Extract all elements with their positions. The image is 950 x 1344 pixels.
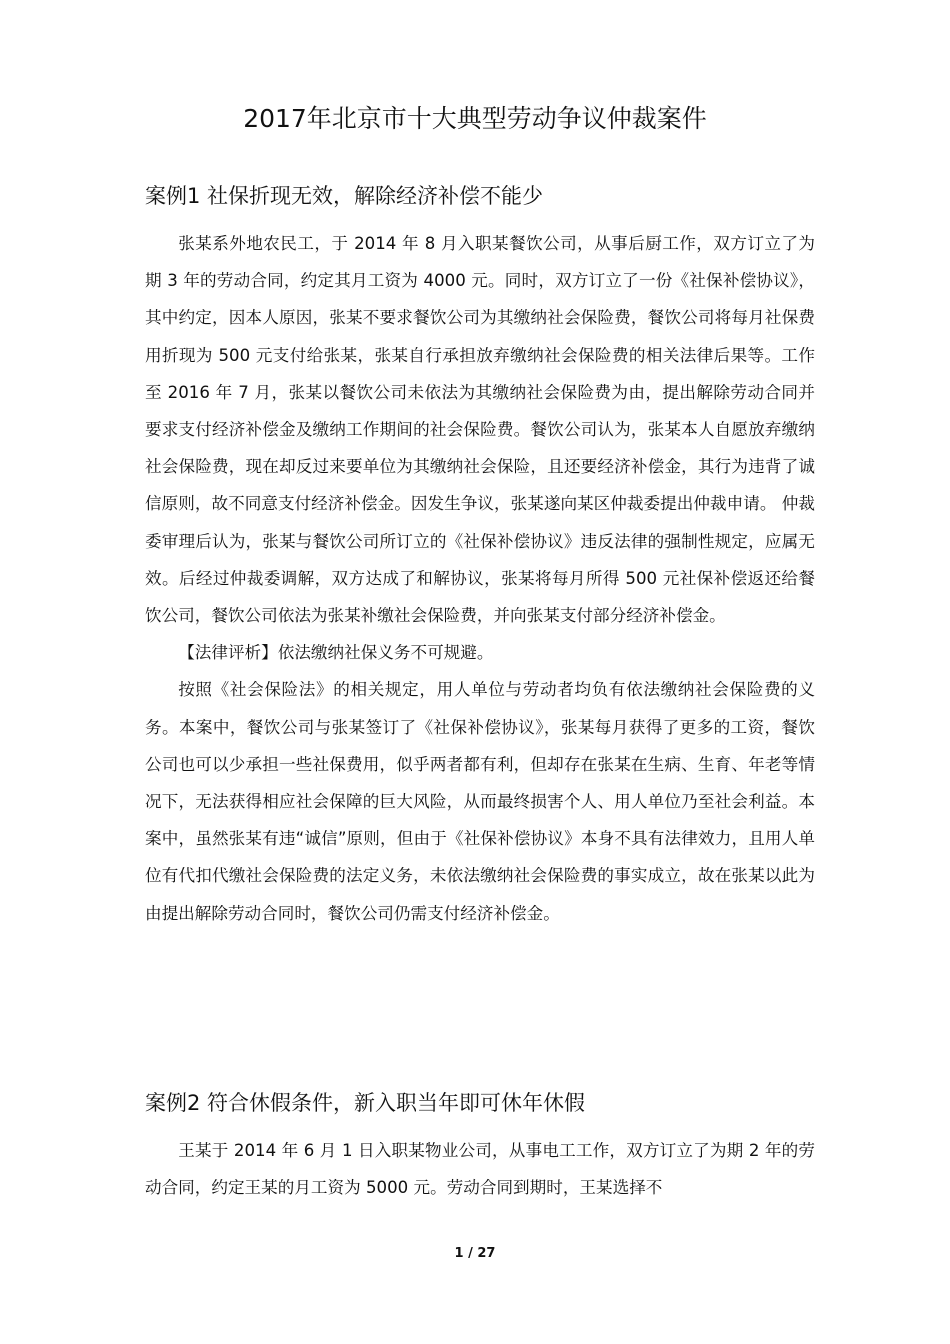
case2-body [145,1132,815,1206]
case1-legal-analysis-label: 【法律评析】依法缴纳社保义务不可规避。 [178,643,494,663]
case1-body [145,225,815,932]
case2-heading: 案例2 符合休假条件，新入职当年即可休年休假 [145,1091,586,1115]
case1-heading: 案例1 社保折现无效，解除经济补偿不能少 [145,184,544,208]
case2-facts-paragraph: 王某于 2014 年 6 月 1 日入职某物业公司，从事电工工作，双方订立了为期 2 年的劳动合同，约定王某的月工资为 5000 元。劳动合同到期时，王某选择不 [145,1141,815,1198]
case1-analysis-paragraph: 按照《社会保险法》的相关规定，用人单位与劳动者均负有依法缴纳社会保险费的义务。本案中，餐饮公司与张某签订了《社保补偿协议》，张某每月获得了更多的工资，餐饮公司也可以少承担一些社保费用，似乎两者都有利，但却存在张某在生病、生育、年老等情况下，无法获得相应社会保障的巨大风险，从而最终损害个人、用人单位乃至社会利益。本案中，虽然张某有违“诚信”原则，但由于《社保补偿协议》本身不具有法律效力，且用人单位有代扣代缴社会保险费的法定义务，未依法缴纳社会保险费的事实成立，故在张某以此为由提出解除劳动合同时，餐饮公司仍需支付经济补偿金。 [145,680,815,923]
page-number: 1 / 27 [454,1246,496,1261]
document-title: 2017年北京市十大典型劳动争议仲裁案件 [243,104,707,133]
case1-facts-paragraph: 张某系外地农民工，于 2014 年 8 月入职某餐饮公司，从事后厨工作，双方订立了为期 3 年的劳动合同，约定其月工资为 4000 元。同时，双方订立了一份《社保补偿协议》，其中约定，因本人原因，张某不要求餐饮公司为其缴纳社会保险费，餐饮公司将每月社保费用折现为 500 元支付给张某，张某自行承担放弃缴纳社会保险费的相关法律后果等。工作至 2016 年 7 月，张某以餐饮公司未依法为其缴纳社会保险费为由，提出解除劳动合同并要求支付经济补偿金及缴纳工作期间的社会保险费。餐饮公司认为，张某本人自愿放弃缴纳社会保险费，现在却反过来要单位为其缴纳社会保险，且还要经济补偿金，其行为违背了诚信原则，故不同意支付经济补偿金。因发生争议，张某遂向某区仲裁委提出仲裁申请。 仲裁委审理后认为，张某与餐饮公司所订立的《社保补偿协议》违反法律的强制性规定，应属无效。后经过仲裁委调解，双方达成了和解协议，张某将每月所得 500 元社保补偿返还给餐饮公司，餐饮公司依法为张某补缴社会保险费，并向张某支付部分经济补偿金。 [145,234,815,626]
